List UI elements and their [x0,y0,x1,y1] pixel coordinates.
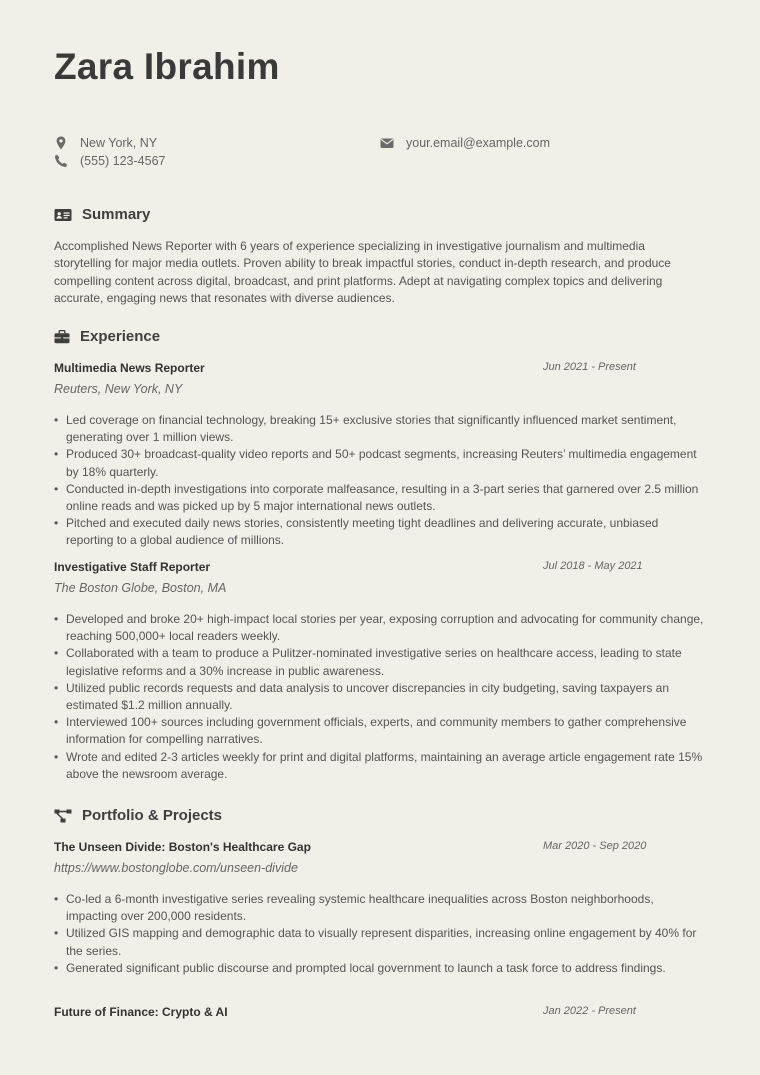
contact-email[interactable] [380,136,550,150]
summary-text: Accomplished News Reporter with 6 years of experience specializing in investigative journalism and multimedia storytelling for major media outlets. Proven ability to break impactful stories, conduct in-depth research, and produce compelling content across digital, broadcast, and print platforms. Adept at navigating complex topics and delivering accurate, engaging news that resonates with diverse audiences. [54,239,671,306]
job-1-bullets [54,412,706,550]
project-1-bullet-1: • Co-led a 6-month investigative series revealing systemic healthcare inequalities across Boston neighborhoods, impacting over 200,000 residents. [54,891,706,925]
job-2-dates: Jul 2018 - May 2021 [543,560,643,572]
portfolio-title: Portfolio & Projects [82,807,223,824]
project-1-dates: Mar 2020 - Sep 2020 [543,840,647,852]
section-summary-heading [54,206,150,223]
job-1-dates: Jun 2021 - Present [543,361,636,373]
section-portfolio-heading [54,807,222,824]
job-1-bullet-2: • Produced 30+ broadcast-quality video reports and 50+ podcast segments, increasing Reuters’ multimedia engagement by 18% quarterly. [54,446,706,480]
job-2-org: The Boston Globe, Boston, MA [54,581,227,595]
phone-text: (555) 123-4567 [80,154,166,168]
job-2-bullet-4: • Interviewed 100+ sources including government officials, experts, and community members to gather comprehensive information for compelling narratives. [54,714,706,748]
contact-location [54,136,157,150]
project-1-bullet-3: • Generated significant public discourse and prompted local government to launch a task force to address findings. [54,960,706,977]
job-1-org: Reuters, New York, NY [54,382,183,396]
id-card-icon [54,208,72,222]
project-1-bullet-2: • Utilized GIS mapping and demographic data to visually represent disparities, increasing online engagement by 40% for the series. [54,925,706,959]
job-2-bullet-2: • Collaborated with a team to produce a Pulitzer-nominated investigative series on healthcare access, leading to state legislative reforms and a 30% increase in public awareness. [54,645,706,679]
location-text: New York, NY [80,136,158,150]
job-1-bullet-1: • Led coverage on financial technology, breaking 15+ exclusive stories that significantly influenced market sentiment, generating over 1 million views. [54,412,706,446]
project-1-url[interactable]: https://www.bostonglobe.com/unseen-divide [54,861,298,875]
job-2-bullets [54,611,706,783]
contact-phone [54,154,165,168]
email-text[interactable]: your.email@example.com [406,136,550,150]
envelope-icon [380,136,394,150]
project-2-dates: Jan 2022 - Present [543,1005,636,1017]
job-2-role: Investigative Staff Reporter [54,560,211,574]
summary-title: Summary [82,206,151,223]
section-experience-heading [54,328,160,345]
job-2-bullet-3: • Utilized public records requests and data analysis to uncover discrepancies in city budgeting, saving taxpayers an estimated $1.2 million annually. [54,680,706,714]
project-1-bullets [54,891,706,977]
briefcase-icon [54,330,70,344]
project-1-title: The Unseen Divide: Boston's Healthcare Gap [54,840,311,854]
job-2-bullet-5: • Wrote and edited 2-3 articles weekly for print and digital platforms, maintaining an average article engagement rate 15% above the newsroom average. [54,749,706,783]
job-1-bullet-4: • Pitched and executed daily news stories, consistently meeting tight deadlines and delivering accurate, unbiased reporting to a global audience of millions. [54,515,706,549]
job-1-bullet-3: • Conducted in-depth investigations into corporate malfeasance, resulting in a 3-part series that garnered over 2.5 million online reads and was picked up by 5 major international news outlets. [54,481,706,515]
job-1-role: Multimedia News Reporter [54,361,205,375]
project-2-title: Future of Finance: Crypto & AI [54,1005,228,1019]
job-2-bullet-1: • Developed and broke 20+ high-impact local stories per year, exposing corruption and advocating for community change, reaching 500,000+ local readers weekly. [54,611,706,645]
project-diagram-icon [54,809,72,823]
experience-title: Experience [80,328,161,345]
phone-icon [54,154,68,168]
candidate-name: Zara Ibrahim [54,46,280,87]
map-pin-icon [54,136,68,150]
